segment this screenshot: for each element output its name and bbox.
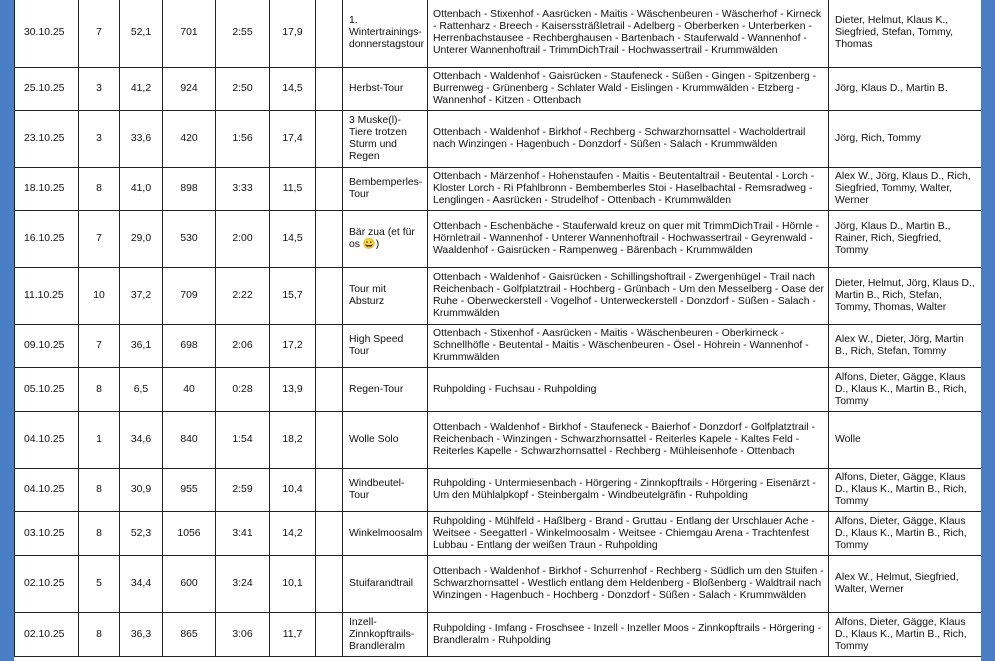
table-row: [15, 211, 982, 268]
empty-cell: [316, 68, 343, 111]
speed-cell: 15,7: [270, 268, 316, 325]
table-row: [15, 325, 982, 368]
elevation-cell: 600: [163, 556, 216, 613]
tour-title-cell: Windbeutel-Tour: [343, 469, 428, 512]
elevation-cell: 955: [163, 469, 216, 512]
distance-cell: 36,1: [120, 325, 163, 368]
date-cell: 18.10.25: [15, 168, 79, 211]
participants-cell: Alex W., Dieter, Jörg, Martin B., Rich, Stefan, Tommy: [829, 325, 982, 368]
empty-cell: [316, 613, 343, 657]
speed-cell: 11,5: [270, 168, 316, 211]
route-cell: Ottenbach - Waldenhof - Gaisrücken - Staufeneck - Süßen - Gingen - Spitzenberg - Burrenweg - Grünenberg - Schlater Wald - Eislingen - Krummwälden - Etzberg - Wannenhof - Kitzen - Ottenbach: [428, 68, 829, 111]
empty-cell: [316, 111, 343, 168]
distance-cell: 34,6: [120, 412, 163, 469]
duration-cell: 3:33: [216, 168, 270, 211]
table-row: [15, 613, 982, 657]
distance-cell: 36,3: [120, 613, 163, 657]
elevation-cell: 698: [163, 325, 216, 368]
route-cell: Ottenbach - Eschenbäche - Stauferwald kreuz on quer mit TrimmDichTrail - Hörnle - Hörnletrail - Wannenhof - Unterer Wannenhoftrail - Hochwassertrail - Geyrenwald - Waaldenhof - Gaisrücken - Rampenweg - Bärenbach - Krummwälden: [428, 211, 829, 268]
duration-cell: 2:55: [216, 0, 270, 68]
empty-cell: [316, 168, 343, 211]
elevation-cell: 40: [163, 368, 216, 412]
route-cell: Ottenbach - Stixenhof - Aasrücken - Maitis - Wäschenbeuren - Wäscherhof - Kirneck - Rattenharz - Breech - Kaiserssträßletrail - Adelberg - Oberberken - Unterberken - Herrenbachstausee - Rechberghausen - Bartenbach - Stauferwald - Wannenhof - Unterer Wannenhoftrail - TrimmDichTrail - Hochwassertrail - Krummwälden: [428, 0, 829, 68]
riders-cell: 10: [79, 268, 120, 325]
date-cell: 09.10.25: [15, 325, 79, 368]
participants-cell: Alex W., Helmut, Siegfried, Walter, Werner: [829, 556, 982, 613]
riders-cell: 8: [79, 512, 120, 556]
route-cell: Ruhpolding - Fuchsau - Ruhpolding: [428, 368, 829, 412]
participants-cell: Alfons, Dieter, Gägge, Klaus D., Klaus K., Martin B., Rich, Tommy: [829, 512, 982, 556]
tour-title-cell: Bembemperles-Tour: [343, 168, 428, 211]
route-cell: Ottenbach - Waldenhof - Birkhof - Rechberg - Schwarzhornsattel - Wacholdertrail nach Winzingen - Hagenbuch - Donzdorf - Süßen - Salach - Krummwälden: [428, 111, 829, 168]
elevation-cell: 1056: [163, 512, 216, 556]
duration-cell: 0:28: [216, 368, 270, 412]
riders-cell: 5: [79, 556, 120, 613]
tour-title-cell: Herbst-Tour: [343, 68, 428, 111]
empty-cell: [316, 268, 343, 325]
empty-cell: [316, 469, 343, 512]
tour-title-cell: Winkelmoosalm: [343, 512, 428, 556]
distance-cell: 6,5: [120, 368, 163, 412]
empty-cell: [316, 325, 343, 368]
table-row: [15, 368, 982, 412]
duration-cell: 3:06: [216, 613, 270, 657]
duration-cell: 2:59: [216, 469, 270, 512]
riders-cell: 7: [79, 325, 120, 368]
riders-cell: 7: [79, 0, 120, 68]
date-cell: 05.10.25: [15, 368, 79, 412]
riders-cell: 8: [79, 613, 120, 657]
date-cell: 02.10.25: [15, 613, 79, 657]
speed-cell: 17,9: [270, 0, 316, 68]
date-cell: 11.10.25: [15, 268, 79, 325]
elevation-cell: 840: [163, 412, 216, 469]
route-cell: Ruhpolding - Mühlfeld - Haßlberg - Brand - Gruttau - Entlang der Urschlauer Ache - Weitsee - Seegatterl - Winkelmoosalm - Weitsee - Chiemgau Arena - Trachtenfest Lubbau - Entlang der weißen Traun - Ruhpolding: [428, 512, 829, 556]
riders-cell: 8: [79, 168, 120, 211]
elevation-cell: 709: [163, 268, 216, 325]
date-cell: 03.10.25: [15, 512, 79, 556]
duration-cell: 1:56: [216, 111, 270, 168]
duration-cell: 3:24: [216, 556, 270, 613]
tour-title-cell: Tour mit Absturz: [343, 268, 428, 325]
participants-cell: Wolle: [829, 412, 982, 469]
route-cell: Ottenbach - Waldenhof - Gaisrücken - Schillingshoftrail - Zwergenhügel - Trail nach Reichenbach - Golfplatztrail - Hochberg - Grünbach - Um den Messelberg - Oase der Ruhe - Oberweckerstell - Vogelhof - Unterweckerstell - Donzdorf - Süßen - Salach - Krummwälden: [428, 268, 829, 325]
empty-cell: [316, 512, 343, 556]
empty-cell: [316, 211, 343, 268]
tour-title-cell: Stuifarandtrail: [343, 556, 428, 613]
tour-log-sheet: [14, 0, 981, 661]
participants-cell: Alfons, Dieter, Gägge, Klaus D., Klaus K., Martin B., Rich, Tommy: [829, 613, 982, 657]
route-cell: Ottenbach - Märzenhof - Hohenstaufen - Maitis - Beutentaltrail - Beutental - Lorch - Kloster Lorch - Ri Pfahlbronn - Bembemberles Stoi - Haselbachtal - Remsradweg - Lenglingen - Aasrücken - Strudelhof - Ottenbach - Krummwälden: [428, 168, 829, 211]
speed-cell: 13,9: [270, 368, 316, 412]
speed-cell: 11,7: [270, 613, 316, 657]
speed-cell: 10,4: [270, 469, 316, 512]
riders-cell: 3: [79, 111, 120, 168]
elevation-cell: 924: [163, 68, 216, 111]
route-cell: Ottenbach - Waldenhof - Birkhof - Schurrenhof - Rechberg - Südlich um den Stuifen - Schwarzhornsattel - Westlich entlang dem Heldenberg - Bloßenberg - Waldtrail nach Winzingen - Hagenbuch - Hochberg - Donzdorf - Süßen - Salach - Krummwälden: [428, 556, 829, 613]
distance-cell: 30,9: [120, 469, 163, 512]
riders-cell: 1: [79, 412, 120, 469]
tour-title-cell: Bär zua (et für os 😀): [343, 211, 428, 268]
participants-cell: Alfons, Dieter, Gägge, Klaus D., Klaus K., Martin B., Rich, Tommy: [829, 469, 982, 512]
date-cell: 30.10.25: [15, 0, 79, 68]
tour-table: [14, 0, 981, 657]
elevation-cell: 898: [163, 168, 216, 211]
riders-cell: 8: [79, 368, 120, 412]
elevation-cell: 420: [163, 111, 216, 168]
table-row: [15, 68, 982, 111]
distance-cell: 37,2: [120, 268, 163, 325]
date-cell: 23.10.25: [15, 111, 79, 168]
date-cell: 25.10.25: [15, 68, 79, 111]
table-row: [15, 412, 982, 469]
distance-cell: 41,2: [120, 68, 163, 111]
participants-cell: Alex W., Jörg, Klaus D., Rich, Siegfried, Tommy, Walter, Werner: [829, 168, 982, 211]
distance-cell: 33,6: [120, 111, 163, 168]
speed-cell: 10,1: [270, 556, 316, 613]
participants-cell: Alfons, Dieter, Gägge, Klaus D., Klaus K., Martin B., Rich, Tommy: [829, 368, 982, 412]
empty-cell: [316, 556, 343, 613]
table-row: [15, 0, 982, 68]
table-row: [15, 469, 982, 512]
distance-cell: 41,0: [120, 168, 163, 211]
participants-cell: Jörg, Klaus D., Martin B.: [829, 68, 982, 111]
duration-cell: 3:41: [216, 512, 270, 556]
route-cell: Ruhpolding - Untermiesenbach - Hörgering - Zinnkopftrails - Hörgering - Eisenärzt - Um den Mühlalpkopf - Steinbergalm - Windbeutelgräfin - Ruhpolding: [428, 469, 829, 512]
participants-cell: Dieter, Helmut, Jörg, Klaus D., Martin B., Rich, Stefan, Tommy, Thomas, Walter: [829, 268, 982, 325]
participants-cell: Jörg, Rich, Tommy: [829, 111, 982, 168]
distance-cell: 29,0: [120, 211, 163, 268]
tour-title-cell: 1. Wintertrainings-donnerstagstour: [343, 0, 428, 68]
participants-cell: Dieter, Helmut, Klaus K., Siegfried, Stefan, Tommy, Thomas: [829, 0, 982, 68]
route-cell: Ottenbach - Stixenhof - Aasrücken - Maitis - Wäschenbeuren - Oberkirneck - Schnellhöfle - Beutental - Maitis - Wäschenbeuren - Ösel - Hohrein - Wannenhof - Krummwälden: [428, 325, 829, 368]
route-cell: Ruhpolding - Imfang - Froschsee - Inzell - Inzeller Moos - Zinnkopftrails - Hörgering - Brandleralm - Ruhpolding: [428, 613, 829, 657]
distance-cell: 34,4: [120, 556, 163, 613]
duration-cell: 2:22: [216, 268, 270, 325]
riders-cell: 8: [79, 469, 120, 512]
table-row: [15, 512, 982, 556]
duration-cell: 2:00: [216, 211, 270, 268]
speed-cell: 17,2: [270, 325, 316, 368]
speed-cell: 14,5: [270, 68, 316, 111]
table-row: [15, 168, 982, 211]
participants-cell: Jörg, Klaus D., Martin B., Rainer, Rich, Siegfried, Tommy: [829, 211, 982, 268]
empty-cell: [316, 412, 343, 469]
duration-cell: 2:50: [216, 68, 270, 111]
speed-cell: 18,2: [270, 412, 316, 469]
elevation-cell: 865: [163, 613, 216, 657]
riders-cell: 7: [79, 211, 120, 268]
duration-cell: 1:54: [216, 412, 270, 469]
date-cell: 02.10.25: [15, 556, 79, 613]
tour-title-cell: Wolle Solo: [343, 412, 428, 469]
empty-cell: [316, 0, 343, 68]
table-row: [15, 111, 982, 168]
table-row: [15, 268, 982, 325]
date-cell: 04.10.25: [15, 412, 79, 469]
speed-cell: 14,2: [270, 512, 316, 556]
duration-cell: 2:06: [216, 325, 270, 368]
riders-cell: 3: [79, 68, 120, 111]
tour-title-cell: Regen-Tour: [343, 368, 428, 412]
tour-title-cell: Inzell-Zinnkopftrails-Brandleralm: [343, 613, 428, 657]
route-cell: Ottenbach - Waldenhof - Birkhof - Staufeneck - Baierhof - Donzdorf - Golfplatztrail - Reichenbach - Winzingen - Schwarzhornsattel - Reiterles Kapele - Kaltes Feld - Reiterles Kapelle - Schwarzhornsattel - Rechberg - Mühleisenhofe - Ottenbach: [428, 412, 829, 469]
table-row: [15, 556, 982, 613]
elevation-cell: 530: [163, 211, 216, 268]
date-cell: 16.10.25: [15, 211, 79, 268]
elevation-cell: 701: [163, 0, 216, 68]
tour-title-cell: High Speed Tour: [343, 325, 428, 368]
empty-cell: [316, 368, 343, 412]
date-cell: 04.10.25: [15, 469, 79, 512]
distance-cell: 52,3: [120, 512, 163, 556]
speed-cell: 14,5: [270, 211, 316, 268]
speed-cell: 17,4: [270, 111, 316, 168]
distance-cell: 52,1: [120, 0, 163, 68]
tour-title-cell: 3 Muske(l)-Tiere trotzen Sturm und Regen: [343, 111, 428, 168]
